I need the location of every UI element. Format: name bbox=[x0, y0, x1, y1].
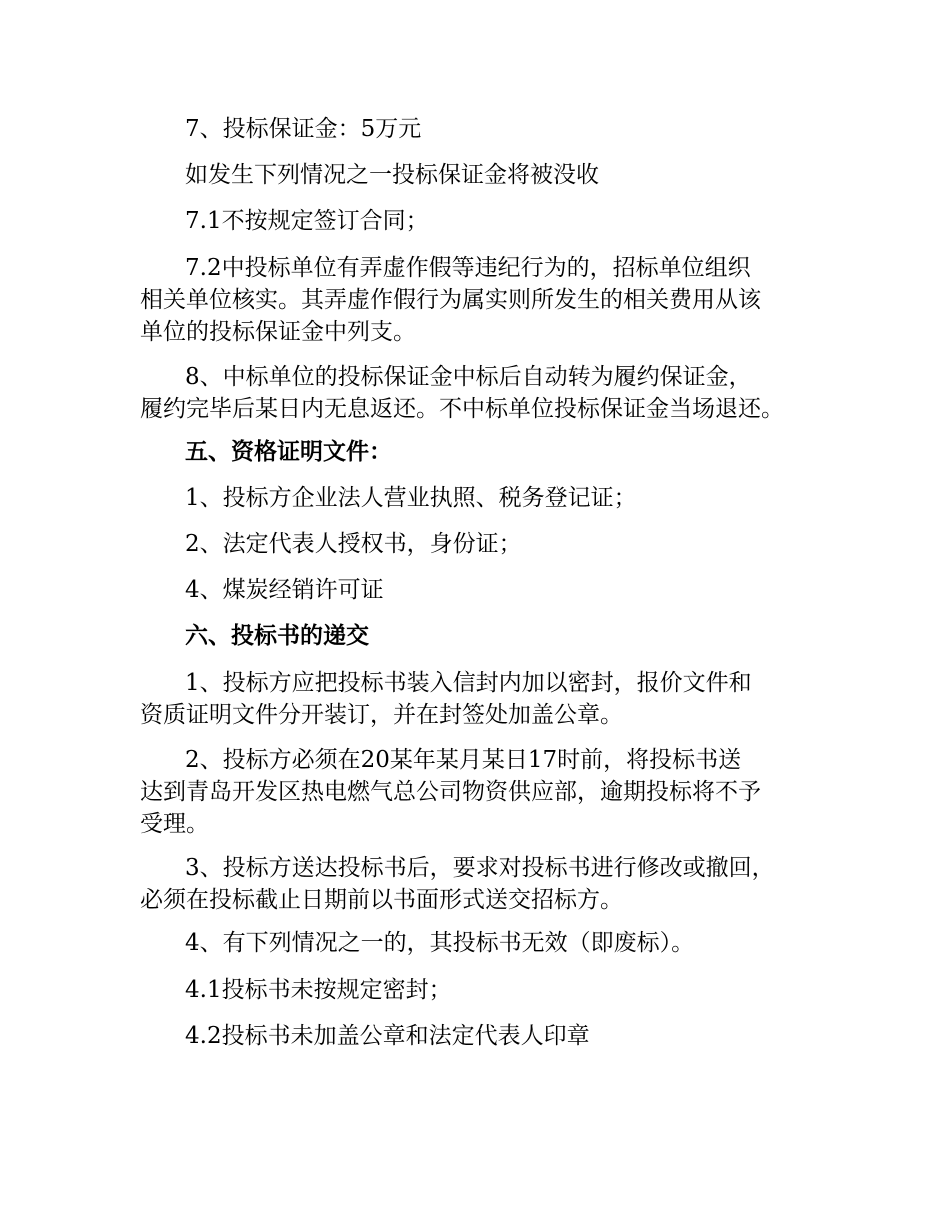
paragraph-line: 4、有下列情况之一的，其投标书无效（即废标）。 bbox=[185, 930, 695, 956]
paragraph-submission-3 bbox=[140, 852, 840, 916]
paragraph-line: 4、煤炭经销许可证 bbox=[185, 577, 384, 603]
paragraph-clause-4-1 bbox=[140, 974, 840, 1006]
paragraph-line: 受理。 bbox=[140, 811, 209, 837]
paragraph-line: 必须在投标截止日期前以书面形式送交招标方。 bbox=[140, 887, 623, 913]
paragraph-line: 相关单位核实。其弄虚作假行为属实则所发生的相关费用从该 bbox=[140, 287, 761, 313]
paragraph-line: 7.2中投标单位有弄虚作假等违纪行为的，招标单位组织 bbox=[185, 255, 751, 281]
paragraph-line: 8、中标单位的投标保证金中标后自动转为履约保证金， bbox=[185, 364, 752, 390]
paragraph-line: 2、投标方必须在20某年某月某日17时前，将投标书送 bbox=[185, 747, 742, 773]
paragraph-clause-7-2 bbox=[140, 252, 840, 348]
paragraph-qualification-2 bbox=[140, 528, 840, 560]
paragraph-submission-2 bbox=[140, 744, 840, 840]
paragraph-clause-7-1 bbox=[140, 205, 840, 237]
paragraph-forfeiture-conditions bbox=[140, 159, 840, 191]
paragraph-line: 履约完毕后某日内无息返还。不中标单位投标保证金当场退还。 bbox=[140, 396, 784, 422]
paragraph-line: 7、投标保证金：5万元 bbox=[185, 116, 422, 142]
paragraph-submission-4 bbox=[140, 927, 840, 959]
paragraph-clause-4-2 bbox=[140, 1020, 840, 1052]
paragraph-line: 资质证明文件分开装订，并在封签处加盖公章。 bbox=[140, 702, 623, 728]
paragraph-line: 如发生下列情况之一投标保证金将被没收 bbox=[185, 162, 599, 188]
paragraph-clause-8 bbox=[140, 361, 840, 425]
paragraph-line: 3、投标方送达投标书后，要求对投标书进行修改或撤回， bbox=[185, 855, 775, 881]
paragraph-line: 1、投标方应把投标书装入信封内加以密封，报价文件和 bbox=[185, 670, 752, 696]
paragraph-line: 4.1投标书未按规定密封； bbox=[185, 977, 452, 1003]
paragraph-line: 1、投标方企业法人营业执照、税务登记证； bbox=[185, 485, 637, 511]
paragraph-bid-bond-amount bbox=[140, 113, 840, 145]
paragraph-line: 达到青岛开发区热电燃气总公司物资供应部，逾期投标将不予 bbox=[140, 779, 761, 805]
paragraph-submission-1 bbox=[140, 667, 840, 731]
section-heading-bid-submission bbox=[140, 620, 840, 652]
paragraph-line: 4.2投标书未加盖公章和法定代表人印章 bbox=[185, 1023, 590, 1049]
paragraph-line: 7.1不按规定签订合同； bbox=[185, 208, 429, 234]
paragraph-qualification-1 bbox=[140, 482, 840, 514]
section-heading-text: 五、资格证明文件： bbox=[185, 438, 392, 465]
paragraph-line: 2、法定代表人授权书，身份证； bbox=[185, 531, 522, 557]
paragraph-line: 单位的投标保证金中列支。 bbox=[140, 319, 416, 345]
section-heading-text: 六、投标书的递交 bbox=[185, 622, 369, 649]
paragraph-qualification-4 bbox=[140, 574, 840, 606]
section-heading-qualification bbox=[140, 436, 840, 468]
